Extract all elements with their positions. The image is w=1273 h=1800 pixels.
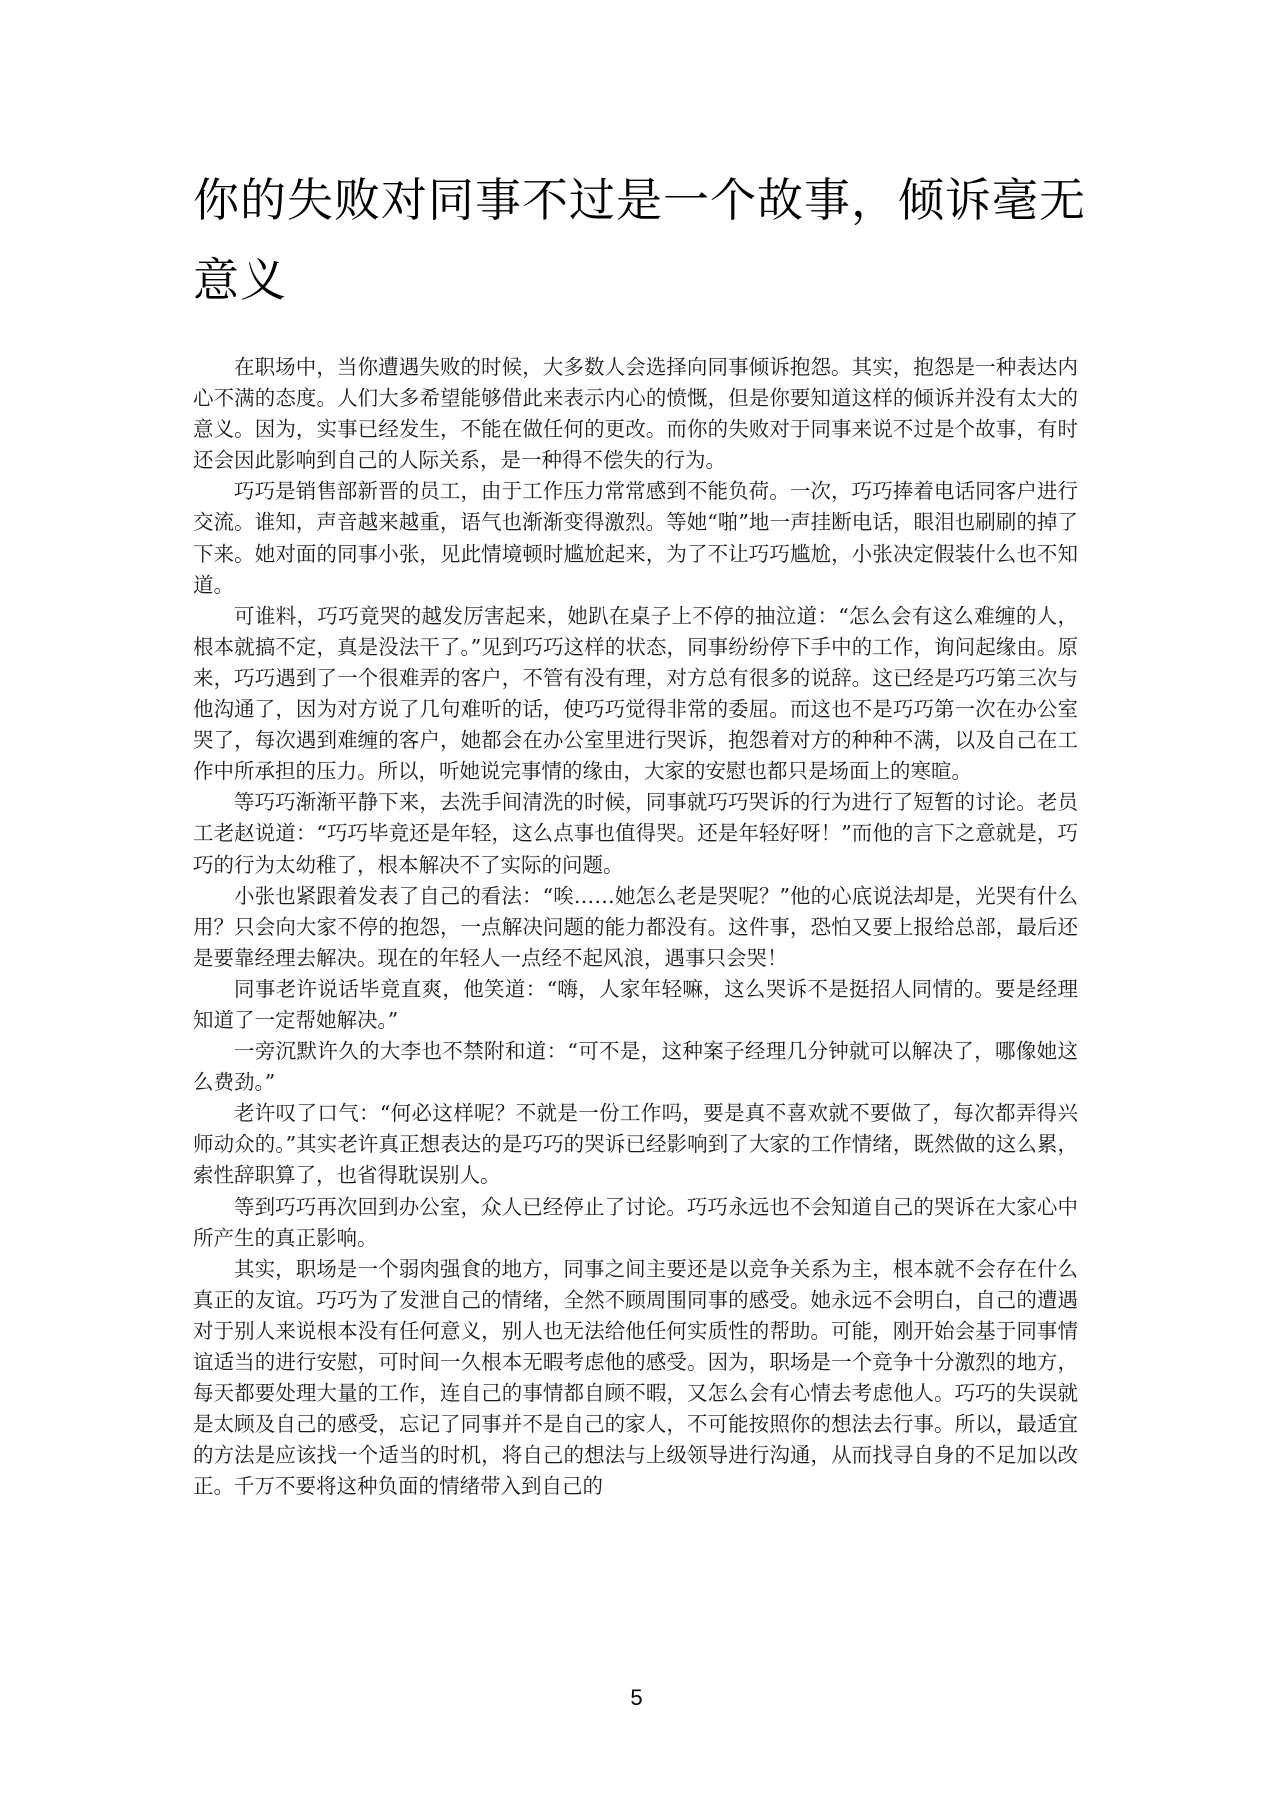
paragraph: 小张也紧跟着发表了自己的看法：“唉……她怎么老是哭呢？”他的心底说法却是，光哭有什么用？只会向大家不停的抱怨，一点解决问题的能力都没有。这件事，恐怕又要上报给总部，最后还是要靠经理去解决。现在的年轻人一点经不起风浪，遇事只会哭！ — [193, 883, 1078, 970]
paragraph: 一旁沉默许久的大李也不禁附和道：“可不是，这种案子经理几分钟就可以解决了，哪像她这么费劲。” — [193, 1039, 1078, 1095]
paragraph: 巧巧是销售部新晋的员工，由于工作压力常常感到不能负荷。一次，巧巧捧着电话同客户进行交流。谁知，声音越来越重，语气也渐渐变得激烈。等她“啪”地一声挂断电话，眼泪也刷刷的掉了下来。她对面的同事小张，见此情境顿时尴尬起来，为了不让巧巧尴尬，小张决定假装什么也不知道。 — [193, 479, 1078, 597]
page-number: 5 — [630, 1685, 643, 1710]
page-title: 你的失败对同事不过是一个故事，倾诉毫无意义 — [193, 173, 1086, 307]
paragraph: 可谁料，巧巧竟哭的越发厉害起来，她趴在桌子上不停的抽泣道：“怎么会有这么难缠的人，根本就搞不定，真是没法干了。”见到巧巧这样的状态，同事纷纷停下手中的工作，询问起缘由。原来，巧巧遇到了一个很难弄的客户，不管有没有理，对方总有很多的说辞。这已经是巧巧第三次与他沟通了，因为对方说了几句难听的话，使巧巧觉得非常的委屈。而这也不是巧巧第一次在办公室哭了，每次遇到难缠的客户，她都会在办公室里进行哭诉，抱怨着对方的种种不满，以及自己在工作中所承担的压力。所以，听她说完事情的缘由，大家的安慰也都只是场面上的寒暄。 — [193, 603, 1078, 784]
paragraph: 老许叹了口气：“何必这样呢？不就是一份工作吗，要是真不喜欢就不要做了，每次都弄得兴师动众的。”其实老许真正想表达的是巧巧的哭诉已经影响到了大家的工作情绪，既然做的这么累，索性辞职算了，也省得耽误别人。 — [193, 1101, 1078, 1188]
paragraph: 等到巧巧再次回到办公室，众人已经停止了讨论。巧巧永远也不会知道自己的哭诉在大家心中所产生的真正影响。 — [193, 1194, 1078, 1250]
paragraph: 其实，职场是一个弱肉强食的地方，同事之间主要还是以竞争关系为主，根本就不会存在什么真正的友谊。巧巧为了发泄自己的情绪，全然不顾周围同事的感受。她永远不会明白，自己的遭遇对于别人来说根本没有任何意义，别人也无法给他任何实质性的帮助。可能，刚开始会基于同事情谊适当的进行安慰，可时间一久根本无暇考虑他的感受。因为，职场是一个竞争十分激烈的地方，每天都要处理大量的工作，连自己的事情都自顾不暇，又怎么会有心情去考虑他人。巧巧的失误就是太顾及自己的感受，忘记了同事并不是自己的家人，不可能按照你的想法去行事。所以，最适宜的方法是应该找一个适当的时机，将自己的想法与上级领导进行沟通，从而找寻自身的不足加以改正。千万不要将这种负面的情绪带入到自己的 — [193, 1256, 1078, 1499]
paragraph: 等巧巧渐渐平静下来，去洗手间清洗的时候，同事就巧巧哭诉的行为进行了短暂的讨论。老员工老赵说道：“巧巧毕竟还是年轻，这么点事也值得哭。还是年轻好呀！”而他的言下之意就是，巧巧的行为太幼稚了，根本解决不了实际的问题。 — [193, 790, 1078, 877]
article-body — [193, 352, 1078, 1502]
paragraph: 在职场中，当你遭遇失败的时候，大多数人会选择向同事倾诉抱怨。其实，抱怨是一种表达内心不满的态度。人们大多希望能够借此来表示内心的愤慨，但是你要知道这样的倾诉并没有太大的意义。因为，实事已经发生，不能在做任何的更改。而你的失败对于同事来说不过是个故事，有时还会因此影响到自己的人际关系，是一种得不偿失的行为。 — [193, 355, 1078, 473]
paragraph: 同事老许说话毕竟直爽，他笑道：“嗨，人家年轻嘛，这么哭诉不是挺招人同情的。要是经理知道了一定帮她解决。” — [193, 976, 1078, 1032]
